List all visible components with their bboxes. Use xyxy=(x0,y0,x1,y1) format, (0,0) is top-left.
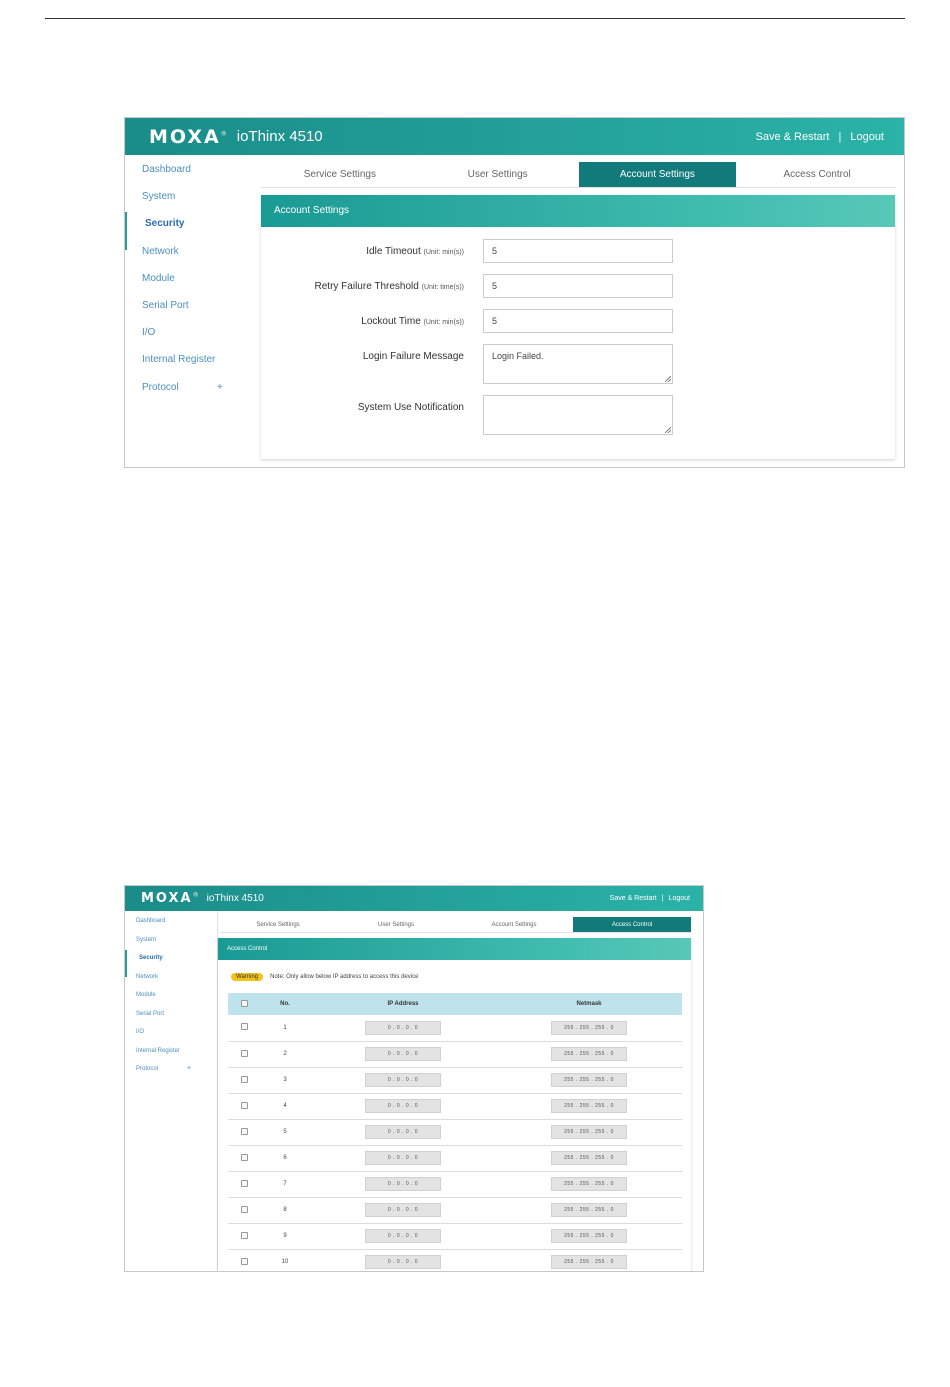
warning-note xyxy=(231,973,418,981)
sidebar-item-network[interactable]: Network xyxy=(136,973,159,980)
sidebar-item-module[interactable]: Module xyxy=(136,992,156,998)
column-netmask: Netmask xyxy=(496,993,682,1015)
ip-address-input[interactable]: 0 . 0 . 0 . 0 xyxy=(365,1047,441,1061)
save-restart-link[interactable]: Save & Restart xyxy=(755,130,830,143)
row-select-cell xyxy=(228,1093,260,1119)
app-header xyxy=(125,118,904,155)
row-netmask-cell xyxy=(496,1067,682,1093)
sidebar-item-io[interactable]: I/O xyxy=(136,1029,145,1035)
row-select-cell xyxy=(228,1197,260,1223)
netmask-input[interactable]: 255 . 255 . 255 . 0 xyxy=(551,1047,627,1061)
row-checkbox[interactable] xyxy=(241,1232,248,1239)
netmask-input[interactable]: 255 . 255 . 255 . 0 xyxy=(551,1151,627,1165)
tab-access-control[interactable]: Access Control xyxy=(573,917,691,932)
table-header-row xyxy=(228,993,682,1015)
app-header xyxy=(125,886,703,911)
row-number: 3 xyxy=(260,1067,310,1093)
netmask-input[interactable]: 255 . 255 . 255 . 0 xyxy=(551,1203,627,1217)
table-row xyxy=(228,1119,682,1145)
row-netmask-cell xyxy=(496,1015,682,1041)
row-ip-cell xyxy=(310,1093,496,1119)
netmask-input[interactable]: 255 . 255 . 255 . 0 xyxy=(551,1125,627,1139)
product-name: ioThinx 4510 xyxy=(236,128,323,145)
select-all-header xyxy=(228,993,260,1015)
logout-link[interactable]: Logout xyxy=(850,130,884,143)
row-select-cell xyxy=(228,1223,260,1249)
column-no: No. xyxy=(260,993,310,1015)
sidebar-item-dashboard[interactable]: Dashboard xyxy=(136,918,166,924)
access-control-panel xyxy=(218,938,691,1272)
row-number: 8 xyxy=(260,1197,310,1223)
sidebar-item-system[interactable]: System xyxy=(136,936,157,943)
ip-address-input[interactable]: 0 . 0 . 0 . 0 xyxy=(365,1151,441,1165)
sidebar-item-protocol[interactable] xyxy=(125,1065,217,1084)
row-ip-cell xyxy=(310,1197,496,1223)
row-number: 6 xyxy=(260,1145,310,1171)
moxa-logo: MOXA® xyxy=(141,891,199,906)
system-use-notification-label: System Use Notification xyxy=(357,402,464,413)
ip-address-input[interactable]: 0 . 0 . 0 . 0 xyxy=(365,1099,441,1113)
sidebar-item-protocol-label: Protocol xyxy=(142,381,179,393)
sidebar-item-system[interactable]: System xyxy=(142,191,176,203)
sidebar-item-protocol-label: Protocol xyxy=(136,1066,159,1072)
sidebar-item-security[interactable]: Security xyxy=(125,217,255,244)
netmask-input[interactable]: 255 . 255 . 255 . 0 xyxy=(551,1021,627,1035)
row-checkbox[interactable] xyxy=(241,1258,248,1265)
row-checkbox[interactable] xyxy=(241,1128,248,1135)
row-number: 2 xyxy=(260,1041,310,1067)
row-select-cell xyxy=(228,1015,260,1041)
login-failure-message-label: Login Failure Message xyxy=(362,351,464,362)
row-checkbox[interactable] xyxy=(241,1206,248,1213)
row-checkbox[interactable] xyxy=(241,1102,248,1109)
row-select-cell xyxy=(228,1067,260,1093)
table-row xyxy=(228,1171,682,1197)
netmask-input[interactable]: 255 . 255 . 255 . 0 xyxy=(551,1229,627,1243)
save-restart-link[interactable]: Save & Restart xyxy=(609,895,657,902)
ip-address-input[interactable]: 0 . 0 . 0 . 0 xyxy=(365,1229,441,1243)
row-ip-cell xyxy=(310,1171,496,1197)
row-number: 5 xyxy=(260,1119,310,1145)
row-ip-cell xyxy=(310,1041,496,1067)
ip-address-input[interactable]: 0 . 0 . 0 . 0 xyxy=(365,1021,441,1035)
header-separator: | xyxy=(661,895,664,902)
sidebar-item-serial-port[interactable]: Serial Port xyxy=(142,299,189,311)
row-number: 10 xyxy=(260,1249,310,1272)
row-netmask-cell xyxy=(496,1171,682,1197)
page-top-rule xyxy=(45,18,905,19)
expand-plus-icon[interactable]: + xyxy=(217,381,223,393)
sidebar-item-protocol[interactable] xyxy=(125,381,255,408)
access-control-table xyxy=(228,993,682,1272)
row-ip-cell xyxy=(310,1223,496,1249)
idle-timeout-input[interactable]: 5 xyxy=(483,239,673,263)
table-row xyxy=(228,1197,682,1223)
netmask-input[interactable]: 255 . 255 . 255 . 0 xyxy=(551,1177,627,1191)
retry-failure-threshold-input[interactable]: 5 xyxy=(483,274,673,298)
row-ip-cell xyxy=(310,1015,496,1041)
netmask-input[interactable]: 255 . 255 . 255 . 0 xyxy=(551,1255,627,1269)
table-row xyxy=(228,1015,682,1041)
tab-user-settings[interactable]: User Settings xyxy=(377,922,414,928)
lockout-time-input[interactable]: 5 xyxy=(483,309,673,333)
sidebar xyxy=(125,917,217,1084)
ip-address-input[interactable]: 0 . 0 . 0 . 0 xyxy=(365,1125,441,1139)
row-select-cell xyxy=(228,1145,260,1171)
ip-address-input[interactable]: 0 . 0 . 0 . 0 xyxy=(365,1203,441,1217)
lockout-time-label: Lockout Time (Unit: min(s)) xyxy=(361,316,464,327)
row-netmask-cell xyxy=(496,1145,682,1171)
row-number: 4 xyxy=(260,1093,310,1119)
ip-address-input[interactable]: 0 . 0 . 0 . 0 xyxy=(365,1255,441,1269)
row-number: 1 xyxy=(260,1015,310,1041)
row-netmask-cell xyxy=(496,1119,682,1145)
idle-timeout-label: Idle Timeout (Unit: min(s)) xyxy=(366,246,464,257)
panel-title: Account Settings xyxy=(261,195,895,227)
table-row xyxy=(228,1067,682,1093)
settings-tabs xyxy=(261,162,896,188)
access-control-screenshot xyxy=(124,885,704,1272)
sidebar-item-security[interactable]: Security xyxy=(125,954,217,973)
netmask-input[interactable]: 255 . 255 . 255 . 0 xyxy=(551,1073,627,1087)
tab-service-settings[interactable]: Service Settings xyxy=(303,169,376,180)
login-failure-message-textarea[interactable] xyxy=(483,344,673,384)
settings-tabs xyxy=(219,917,691,933)
sidebar-item-io[interactable]: I/O xyxy=(142,327,156,339)
tab-access-control[interactable]: Access Control xyxy=(783,169,851,180)
warning-note-text: Note: Only allow below IP address to access this device xyxy=(270,974,419,980)
row-checkbox[interactable] xyxy=(241,1050,248,1057)
tab-account-settings[interactable]: Account Settings xyxy=(579,162,737,187)
column-ip-address: IP Address xyxy=(310,993,496,1015)
row-ip-cell xyxy=(310,1145,496,1171)
sidebar-item-dashboard[interactable]: Dashboard xyxy=(142,164,191,175)
row-checkbox[interactable] xyxy=(241,1154,248,1161)
sidebar-item-module[interactable]: Module xyxy=(142,272,175,284)
row-ip-cell xyxy=(310,1119,496,1145)
row-netmask-cell xyxy=(496,1249,682,1272)
tab-service-settings[interactable]: Service Settings xyxy=(256,922,300,928)
row-select-cell xyxy=(228,1119,260,1145)
header-separator: | xyxy=(838,130,842,143)
logout-link[interactable]: Logout xyxy=(668,895,690,902)
ip-address-input[interactable]: 0 . 0 . 0 . 0 xyxy=(365,1073,441,1087)
select-all-checkbox[interactable] xyxy=(241,1000,248,1007)
product-name: ioThinx 4510 xyxy=(206,893,264,904)
table-row xyxy=(228,1223,682,1249)
table-row xyxy=(228,1145,682,1171)
resize-handle-icon[interactable] xyxy=(665,376,671,382)
row-select-cell xyxy=(228,1171,260,1197)
row-number: 7 xyxy=(260,1171,310,1197)
netmask-input[interactable]: 255 . 255 . 255 . 0 xyxy=(551,1099,627,1113)
expand-plus-icon[interactable]: + xyxy=(187,1065,192,1072)
sidebar-item-network[interactable]: Network xyxy=(142,245,179,257)
row-ip-cell xyxy=(310,1249,496,1272)
row-number: 9 xyxy=(260,1223,310,1249)
row-checkbox[interactable] xyxy=(241,1023,248,1030)
account-settings-panel xyxy=(261,195,895,459)
tab-user-settings[interactable]: User Settings xyxy=(467,169,528,180)
sidebar-item-internal-register[interactable]: Internal Register xyxy=(142,354,216,366)
table-row xyxy=(228,1249,682,1272)
row-netmask-cell xyxy=(496,1223,682,1249)
row-ip-cell xyxy=(310,1067,496,1093)
row-select-cell xyxy=(228,1249,260,1272)
table-row xyxy=(228,1093,682,1119)
row-netmask-cell xyxy=(496,1197,682,1223)
resize-handle-icon[interactable] xyxy=(665,427,671,433)
sidebar-item-serial-port[interactable]: Serial Port xyxy=(136,1010,165,1017)
row-checkbox[interactable] xyxy=(241,1076,248,1083)
account-settings-screenshot xyxy=(124,117,905,468)
sidebar-item-internal-register[interactable]: Internal Register xyxy=(136,1047,181,1054)
row-netmask-cell xyxy=(496,1041,682,1067)
row-select-cell xyxy=(228,1041,260,1067)
sidebar xyxy=(125,163,255,408)
row-checkbox[interactable] xyxy=(241,1180,248,1187)
moxa-logo: MOXA® xyxy=(149,125,227,148)
row-netmask-cell xyxy=(496,1093,682,1119)
login-failure-message-value: Login Failed. xyxy=(492,351,544,361)
ip-address-input[interactable]: 0 . 0 . 0 . 0 xyxy=(365,1177,441,1191)
tab-account-settings[interactable]: Account Settings xyxy=(491,922,537,928)
system-use-notification-textarea[interactable] xyxy=(483,395,673,435)
warning-badge: Warning xyxy=(231,973,263,981)
panel-title: Access Control xyxy=(218,938,691,960)
table-row xyxy=(228,1041,682,1067)
retry-failure-threshold-label: Retry Failure Threshold (Unit: time(s)) xyxy=(314,281,464,292)
